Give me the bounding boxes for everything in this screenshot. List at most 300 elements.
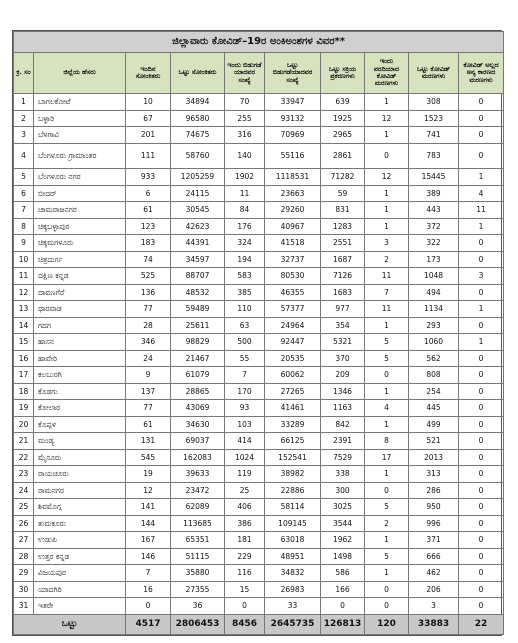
- total-cases-cell: 27355: [171, 581, 225, 598]
- discharged-today-cell: 11: [225, 185, 265, 202]
- totals-deaths-total: 33883: [409, 615, 459, 635]
- non-covid-deaths-cell: 0: [459, 284, 504, 301]
- deaths-total-cell: 1060: [409, 334, 459, 351]
- deaths-today-cell: 0: [365, 143, 409, 169]
- table-row: [14, 416, 504, 433]
- table-row: [14, 143, 504, 169]
- deaths-total-cell: 443: [409, 202, 459, 219]
- serial-number-cell: 18: [14, 383, 34, 400]
- total-cases-cell: 59489: [171, 301, 225, 318]
- non-covid-deaths-cell: 1: [459, 301, 504, 318]
- district-name-cell: ಬೀದರ್: [34, 185, 126, 202]
- table-row: [14, 284, 504, 301]
- total-cases-cell: 62089: [171, 499, 225, 516]
- discharged-total-cell: 33947: [265, 94, 321, 111]
- today-cases-cell: 167: [126, 532, 171, 549]
- today-cases-cell: 146: [126, 548, 171, 565]
- discharged-total-cell: 109145: [265, 515, 321, 532]
- today-cases-cell: 19: [126, 466, 171, 483]
- deaths-total-cell: 741: [409, 127, 459, 144]
- serial-number-cell: 31: [14, 598, 34, 615]
- active-cases-cell: 71282: [321, 169, 365, 186]
- serial-number-cell: 6: [14, 185, 34, 202]
- district-name-cell: ಗದಗ: [34, 317, 126, 334]
- discharged-total-cell: 20535: [265, 350, 321, 367]
- today-cases-cell: 131: [126, 433, 171, 450]
- deaths-total-cell: 2013: [409, 449, 459, 466]
- active-cases-cell: 166: [321, 581, 365, 598]
- active-cases-cell: 977: [321, 301, 365, 318]
- deaths-today-cell: 1: [365, 317, 409, 334]
- discharged-total-cell: 38982: [265, 466, 321, 483]
- serial-number-cell: 22: [14, 449, 34, 466]
- non-covid-deaths-cell: 0: [459, 499, 504, 516]
- district-stats-table: [13, 31, 504, 635]
- deaths-today-cell: 17: [365, 449, 409, 466]
- non-covid-deaths-cell: 4: [459, 185, 504, 202]
- deaths-total-cell: 15445: [409, 169, 459, 186]
- serial-number-cell: 25: [14, 499, 34, 516]
- active-cases-cell: 3025: [321, 499, 365, 516]
- discharged-today-cell: 229: [225, 548, 265, 565]
- discharged-total-cell: 57377: [265, 301, 321, 318]
- non-covid-deaths-cell: 11: [459, 202, 504, 219]
- deaths-total-cell: 950: [409, 499, 459, 516]
- today-cases-cell: 9: [126, 367, 171, 384]
- discharged-total-cell: 41461: [265, 400, 321, 417]
- table-row: [14, 482, 504, 499]
- discharged-today-cell: 414: [225, 433, 265, 450]
- today-cases-cell: 67: [126, 110, 171, 127]
- active-cases-cell: 1498: [321, 548, 365, 565]
- deaths-total-cell: 322: [409, 235, 459, 252]
- discharged-today-cell: 7: [225, 367, 265, 384]
- total-cases-cell: 34894: [171, 94, 225, 111]
- discharged-total-cell: 33289: [265, 416, 321, 433]
- column-header: ಜಿಲ್ಲೆಯ ಹೆಸರು: [34, 53, 126, 94]
- serial-number-cell: 9: [14, 235, 34, 252]
- total-cases-cell: 39633: [171, 466, 225, 483]
- today-cases-cell: 141: [126, 499, 171, 516]
- discharged-total-cell: 41518: [265, 235, 321, 252]
- discharged-today-cell: 84: [225, 202, 265, 219]
- table-row: [14, 433, 504, 450]
- serial-number-cell: 2: [14, 110, 34, 127]
- deaths-total-cell: 666: [409, 548, 459, 565]
- district-name-cell: ಬೆಂಗಳೂರು ನಗರ: [34, 169, 126, 186]
- total-cases-cell: 48532: [171, 284, 225, 301]
- district-name-cell: ಮೈಸೂರು: [34, 449, 126, 466]
- deaths-total-cell: 389: [409, 185, 459, 202]
- deaths-today-cell: 5: [365, 499, 409, 516]
- discharged-today-cell: 1902: [225, 169, 265, 186]
- table-row: [14, 169, 504, 186]
- discharged-today-cell: 110: [225, 301, 265, 318]
- serial-number-cell: 17: [14, 367, 34, 384]
- serial-number-cell: 13: [14, 301, 34, 318]
- district-name-cell: ಚಾಮರಾಜನಗರ: [34, 202, 126, 219]
- district-name-cell: ಉಡುಪಿ: [34, 532, 126, 549]
- discharged-total-cell: 48951: [265, 548, 321, 565]
- totals-active: 126813: [321, 615, 365, 635]
- discharged-today-cell: 176: [225, 218, 265, 235]
- deaths-total-cell: 1523: [409, 110, 459, 127]
- deaths-total-cell: 499: [409, 416, 459, 433]
- discharged-total-cell: 34832: [265, 565, 321, 582]
- total-cases-cell: 162083: [171, 449, 225, 466]
- today-cases-cell: 346: [126, 334, 171, 351]
- deaths-today-cell: 4: [365, 400, 409, 417]
- serial-number-cell: 14: [14, 317, 34, 334]
- non-covid-deaths-cell: 0: [459, 110, 504, 127]
- serial-number-cell: 23: [14, 466, 34, 483]
- deaths-today-cell: 1: [365, 202, 409, 219]
- deaths-total-cell: 372: [409, 218, 459, 235]
- non-covid-deaths-cell: 0: [459, 400, 504, 417]
- district-name-cell: ಬೆಂಗಳೂರು ಗ್ರಾಮಾಂತರ: [34, 143, 126, 169]
- totals-discharged-today: 8456: [225, 615, 265, 635]
- table-row: [14, 301, 504, 318]
- district-name-cell: ಕೋಲಾರ: [34, 400, 126, 417]
- district-name-cell: ಚಿತ್ರದುರ್ಗ: [34, 251, 126, 268]
- total-cases-cell: 30545: [171, 202, 225, 219]
- table-row: [14, 449, 504, 466]
- discharged-total-cell: 66125: [265, 433, 321, 450]
- active-cases-cell: 300: [321, 482, 365, 499]
- deaths-today-cell: 12: [365, 110, 409, 127]
- discharged-today-cell: 170: [225, 383, 265, 400]
- non-covid-deaths-cell: 0: [459, 251, 504, 268]
- deaths-today-cell: 1: [365, 383, 409, 400]
- active-cases-cell: 831: [321, 202, 365, 219]
- deaths-today-cell: 0: [365, 581, 409, 598]
- active-cases-cell: 7529: [321, 449, 365, 466]
- today-cases-cell: 183: [126, 235, 171, 252]
- column-header: ಇಂದು ಬಿಡುಗಡೆ ಯಾದವರ ಸಂಖ್ಯೆ: [225, 53, 265, 94]
- totals-label: ಒಟ್ಟು: [14, 615, 126, 635]
- discharged-today-cell: 70: [225, 94, 265, 111]
- total-cases-cell: 44391: [171, 235, 225, 252]
- discharged-total-cell: 70969: [265, 127, 321, 144]
- non-covid-deaths-cell: 1: [459, 218, 504, 235]
- discharged-total-cell: 60062: [265, 367, 321, 384]
- non-covid-deaths-cell: 0: [459, 565, 504, 582]
- non-covid-deaths-cell: 0: [459, 433, 504, 450]
- today-cases-cell: 0: [126, 598, 171, 615]
- non-covid-deaths-cell: 0: [459, 127, 504, 144]
- today-cases-cell: 525: [126, 268, 171, 285]
- discharged-total-cell: 27265: [265, 383, 321, 400]
- today-cases-cell: 933: [126, 169, 171, 186]
- today-cases-cell: 201: [126, 127, 171, 144]
- deaths-total-cell: 254: [409, 383, 459, 400]
- non-covid-deaths-cell: 0: [459, 449, 504, 466]
- active-cases-cell: 1163: [321, 400, 365, 417]
- serial-number-cell: 24: [14, 482, 34, 499]
- non-covid-deaths-cell: 3: [459, 268, 504, 285]
- non-covid-deaths-cell: 0: [459, 416, 504, 433]
- covid-district-report: [12, 30, 502, 636]
- non-covid-deaths-cell: 0: [459, 94, 504, 111]
- deaths-total-cell: 808: [409, 367, 459, 384]
- total-cases-cell: 36: [171, 598, 225, 615]
- deaths-total-cell: 462: [409, 565, 459, 582]
- total-cases-cell: 25611: [171, 317, 225, 334]
- discharged-today-cell: 583: [225, 268, 265, 285]
- serial-number-cell: 20: [14, 416, 34, 433]
- table-row: [14, 202, 504, 219]
- today-cases-cell: 144: [126, 515, 171, 532]
- deaths-total-cell: 371: [409, 532, 459, 549]
- totals-today: 4517: [126, 615, 171, 635]
- non-covid-deaths-cell: 0: [459, 350, 504, 367]
- deaths-total-cell: 3: [409, 598, 459, 615]
- table-row: [14, 515, 504, 532]
- district-name-cell: ಕಲಬುರಗಿ: [34, 367, 126, 384]
- active-cases-cell: 354: [321, 317, 365, 334]
- district-name-cell: ಉತ್ತರ ಕನ್ನಡ: [34, 548, 126, 565]
- non-covid-deaths-cell: 0: [459, 383, 504, 400]
- discharged-today-cell: 194: [225, 251, 265, 268]
- deaths-total-cell: 313: [409, 466, 459, 483]
- today-cases-cell: 111: [126, 143, 171, 169]
- column-header: ಕೋವಿಡ್ ಅಲ್ಲದ ಅನ್ಯ ಕಾರಣದ ಮರಣಗಳು: [459, 53, 504, 94]
- discharged-total-cell: 92447: [265, 334, 321, 351]
- district-name-cell: ಹಾಸನ: [34, 334, 126, 351]
- non-covid-deaths-cell: 0: [459, 581, 504, 598]
- table-row: [14, 268, 504, 285]
- deaths-today-cell: 5: [365, 548, 409, 565]
- total-cases-cell: 35880: [171, 565, 225, 582]
- discharged-today-cell: 255: [225, 110, 265, 127]
- deaths-today-cell: 3: [365, 235, 409, 252]
- table-row: [14, 94, 504, 111]
- active-cases-cell: 1687: [321, 251, 365, 268]
- district-name-cell: ಇತರೇ: [34, 598, 126, 615]
- total-cases-cell: 88707: [171, 268, 225, 285]
- serial-number-cell: 19: [14, 400, 34, 417]
- column-header: ಒಟ್ಟು ಸಕ್ರಿಯ ಪ್ರಕರಣಗಳು: [321, 53, 365, 94]
- totals-total: 2806453: [171, 615, 225, 635]
- active-cases-cell: 1962: [321, 532, 365, 549]
- discharged-today-cell: 103: [225, 416, 265, 433]
- serial-number-cell: 5: [14, 169, 34, 186]
- discharged-today-cell: 500: [225, 334, 265, 351]
- table-row: [14, 548, 504, 565]
- district-name-cell: ಚಿಕ್ಕಮಗಳೂರು: [34, 235, 126, 252]
- discharged-total-cell: 46355: [265, 284, 321, 301]
- deaths-total-cell: 1134: [409, 301, 459, 318]
- discharged-today-cell: 140: [225, 143, 265, 169]
- deaths-today-cell: 5: [365, 350, 409, 367]
- deaths-today-cell: 0: [365, 367, 409, 384]
- today-cases-cell: 28: [126, 317, 171, 334]
- active-cases-cell: 7126: [321, 268, 365, 285]
- active-cases-cell: 2391: [321, 433, 365, 450]
- discharged-today-cell: 0: [225, 598, 265, 615]
- district-name-cell: ಮಂಡ್ಯ: [34, 433, 126, 450]
- discharged-total-cell: 55116: [265, 143, 321, 169]
- active-cases-cell: 639: [321, 94, 365, 111]
- deaths-today-cell: 0: [365, 482, 409, 499]
- serial-number-cell: 21: [14, 433, 34, 450]
- table-row: [14, 218, 504, 235]
- deaths-today-cell: 1: [365, 532, 409, 549]
- serial-number-cell: 11: [14, 268, 34, 285]
- discharged-today-cell: 1024: [225, 449, 265, 466]
- totals-deaths-today: 120: [365, 615, 409, 635]
- discharged-total-cell: 33: [265, 598, 321, 615]
- serial-number-cell: 29: [14, 565, 34, 582]
- serial-number-cell: 30: [14, 581, 34, 598]
- deaths-today-cell: 1: [365, 416, 409, 433]
- today-cases-cell: 137: [126, 383, 171, 400]
- district-name-cell: ಕೊಡಗು: [34, 383, 126, 400]
- total-cases-cell: 21467: [171, 350, 225, 367]
- discharged-total-cell: 24964: [265, 317, 321, 334]
- non-covid-deaths-cell: 0: [459, 317, 504, 334]
- table-row: [14, 350, 504, 367]
- deaths-total-cell: 173: [409, 251, 459, 268]
- total-cases-cell: 69037: [171, 433, 225, 450]
- serial-number-cell: 27: [14, 532, 34, 549]
- column-header: ಇಂದಿನ ಸೋಂಕಿತರು: [126, 53, 171, 94]
- discharged-total-cell: 80530: [265, 268, 321, 285]
- table-row: [14, 598, 504, 615]
- district-name-cell: ಹಾವೇರಿ: [34, 350, 126, 367]
- discharged-today-cell: 316: [225, 127, 265, 144]
- table-row: [14, 466, 504, 483]
- district-name-cell: ತುಮಕೂರು: [34, 515, 126, 532]
- total-cases-cell: 96580: [171, 110, 225, 127]
- deaths-total-cell: 308: [409, 94, 459, 111]
- today-cases-cell: 77: [126, 400, 171, 417]
- column-header: ಒಟ್ಟು ಬಿಡುಗಡೆಯಾದವರ ಸಂಖ್ಯೆ: [265, 53, 321, 94]
- table-row: [14, 400, 504, 417]
- discharged-today-cell: 15: [225, 581, 265, 598]
- totals-row: [14, 615, 504, 635]
- today-cases-cell: 545: [126, 449, 171, 466]
- totals-discharged-total: 2645735: [265, 615, 321, 635]
- table-row: [14, 185, 504, 202]
- table-row: [14, 235, 504, 252]
- discharged-today-cell: 386: [225, 515, 265, 532]
- serial-number-cell: 26: [14, 515, 34, 532]
- deaths-today-cell: 11: [365, 301, 409, 318]
- table-row: [14, 383, 504, 400]
- total-cases-cell: 61079: [171, 367, 225, 384]
- active-cases-cell: 370: [321, 350, 365, 367]
- active-cases-cell: 209: [321, 367, 365, 384]
- table-row: [14, 565, 504, 582]
- discharged-total-cell: 23663: [265, 185, 321, 202]
- serial-number-cell: 7: [14, 202, 34, 219]
- active-cases-cell: 5321: [321, 334, 365, 351]
- table-row: [14, 127, 504, 144]
- deaths-total-cell: 445: [409, 400, 459, 417]
- non-covid-deaths-cell: 0: [459, 143, 504, 169]
- active-cases-cell: 59: [321, 185, 365, 202]
- non-covid-deaths-cell: 0: [459, 466, 504, 483]
- active-cases-cell: 1683: [321, 284, 365, 301]
- today-cases-cell: 16: [126, 581, 171, 598]
- table-row: [14, 251, 504, 268]
- non-covid-deaths-cell: 0: [459, 598, 504, 615]
- discharged-today-cell: 63: [225, 317, 265, 334]
- discharged-today-cell: 324: [225, 235, 265, 252]
- deaths-total-cell: 996: [409, 515, 459, 532]
- total-cases-cell: 58760: [171, 143, 225, 169]
- deaths-today-cell: 2: [365, 251, 409, 268]
- active-cases-cell: 2551: [321, 235, 365, 252]
- total-cases-cell: 74675: [171, 127, 225, 144]
- total-cases-cell: 23472: [171, 482, 225, 499]
- deaths-today-cell: 1: [365, 185, 409, 202]
- total-cases-cell: 1205259: [171, 169, 225, 186]
- district-name-cell: ದಾವಣಗೆರೆ: [34, 284, 126, 301]
- non-covid-deaths-cell: 0: [459, 235, 504, 252]
- table-row: [14, 581, 504, 598]
- discharged-today-cell: 385: [225, 284, 265, 301]
- discharged-today-cell: 406: [225, 499, 265, 516]
- serial-number-cell: 12: [14, 284, 34, 301]
- total-cases-cell: 65351: [171, 532, 225, 549]
- deaths-total-cell: 1048: [409, 268, 459, 285]
- non-covid-deaths-cell: 0: [459, 482, 504, 499]
- district-name-cell: ಧಾರವಾಡ: [34, 301, 126, 318]
- deaths-today-cell: 1: [365, 94, 409, 111]
- non-covid-deaths-cell: 0: [459, 548, 504, 565]
- district-name-cell: ಬಳ್ಳಾರಿ: [34, 110, 126, 127]
- deaths-total-cell: 783: [409, 143, 459, 169]
- non-covid-deaths-cell: 0: [459, 367, 504, 384]
- today-cases-cell: 77: [126, 301, 171, 318]
- today-cases-cell: 12: [126, 482, 171, 499]
- discharged-today-cell: 116: [225, 565, 265, 582]
- discharged-today-cell: 93: [225, 400, 265, 417]
- active-cases-cell: 2861: [321, 143, 365, 169]
- non-covid-deaths-cell: 0: [459, 515, 504, 532]
- active-cases-cell: 0: [321, 598, 365, 615]
- total-cases-cell: 34597: [171, 251, 225, 268]
- deaths-today-cell: 8: [365, 433, 409, 450]
- table-row: [14, 110, 504, 127]
- column-header: ಇಂದು ವರದಿಯಾದ ಕೋವಿಡ್ ಮರಣಗಳು: [365, 53, 409, 94]
- deaths-today-cell: 11: [365, 268, 409, 285]
- serial-number-cell: 3: [14, 127, 34, 144]
- deaths-total-cell: 562: [409, 350, 459, 367]
- deaths-today-cell: 1: [365, 218, 409, 235]
- active-cases-cell: 1346: [321, 383, 365, 400]
- deaths-total-cell: 206: [409, 581, 459, 598]
- table-row: [14, 532, 504, 549]
- discharged-total-cell: 58114: [265, 499, 321, 516]
- deaths-today-cell: 5: [365, 334, 409, 351]
- deaths-today-cell: 2: [365, 515, 409, 532]
- deaths-total-cell: 494: [409, 284, 459, 301]
- table-row: [14, 317, 504, 334]
- district-name-cell: ರಾಮನಗರ: [34, 482, 126, 499]
- district-name-cell: ಬೆಳಗಾವಿ: [34, 127, 126, 144]
- today-cases-cell: 10: [126, 94, 171, 111]
- deaths-today-cell: 0: [365, 598, 409, 615]
- table-title: ಜಿಲ್ಲಾವಾರು ಕೋವಿಡ್–19ರ ಅಂಕಿಅಂಶಗಳ ವಿವರ**: [14, 32, 504, 53]
- table-row: [14, 499, 504, 516]
- serial-number-cell: 4: [14, 143, 34, 169]
- district-name-cell: ಶಿವಮೊಗ್ಗ: [34, 499, 126, 516]
- serial-number-cell: 28: [14, 548, 34, 565]
- today-cases-cell: 6: [126, 185, 171, 202]
